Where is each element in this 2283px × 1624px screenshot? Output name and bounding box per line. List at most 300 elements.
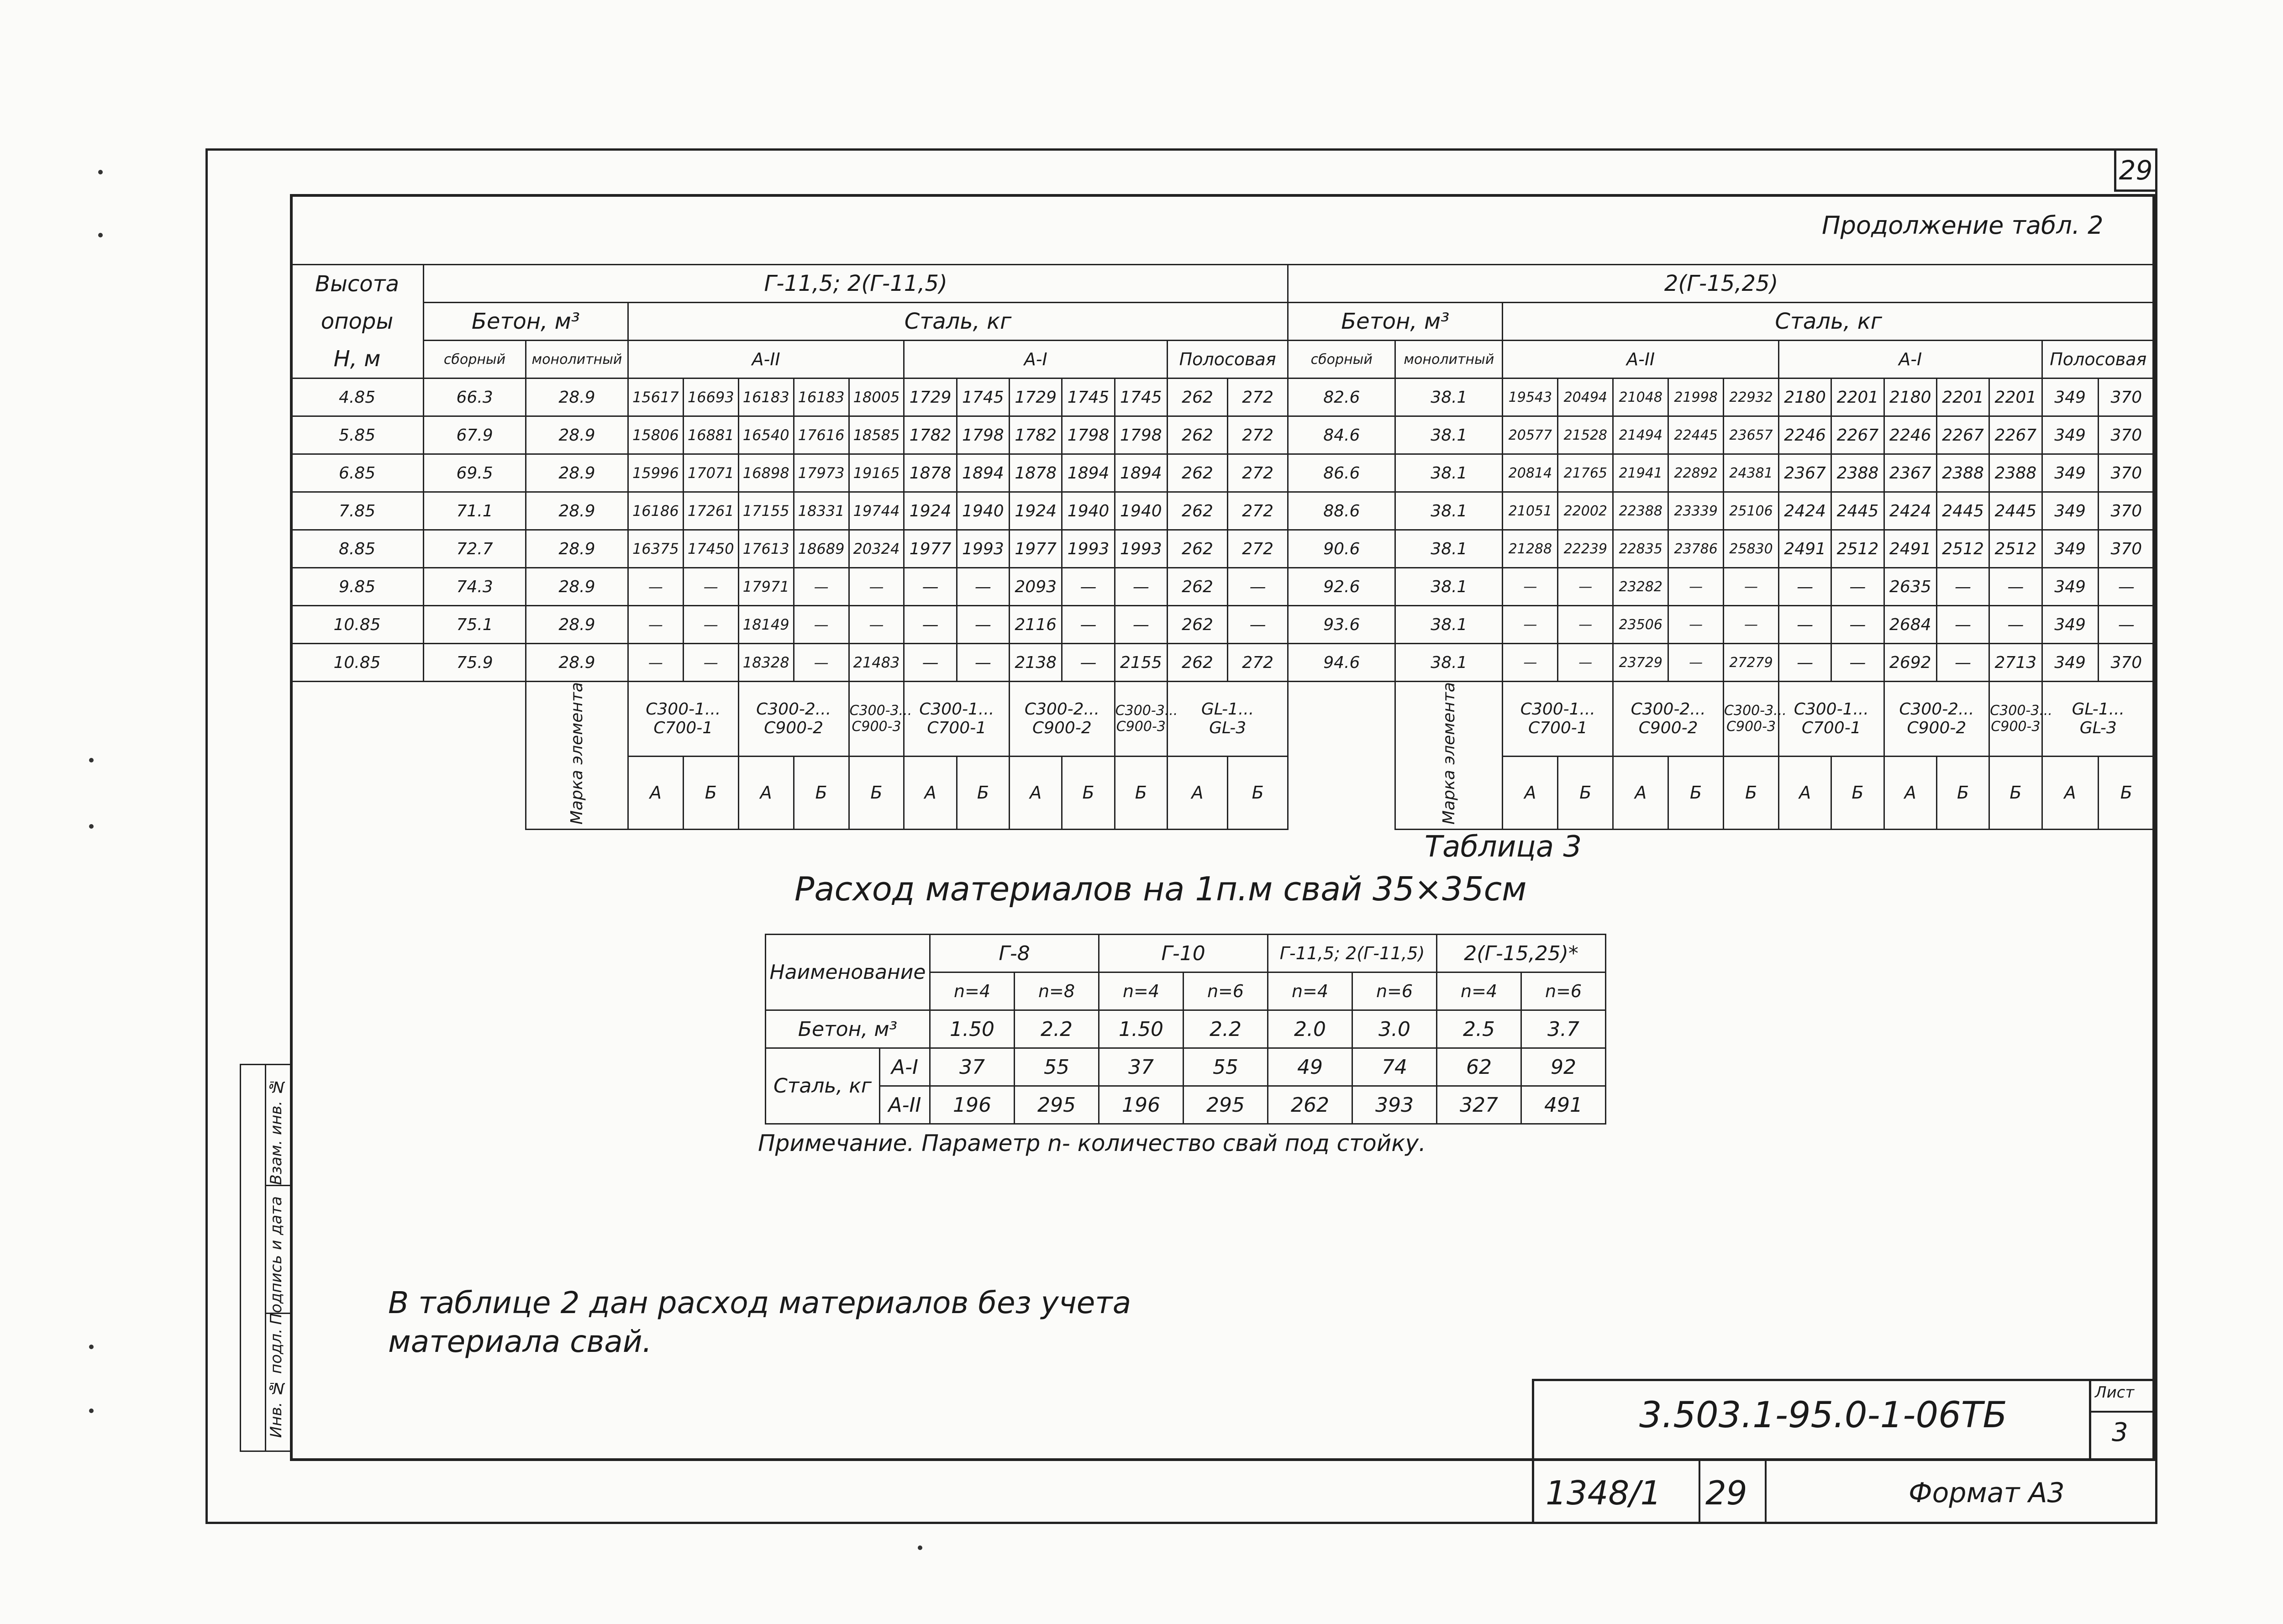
- table-row: [291, 492, 2155, 530]
- table-cell: —: [1558, 644, 1613, 682]
- table-cell: —: [1062, 568, 1115, 606]
- note: Примечание. Параметр n- количество свай под стойку.: [758, 1130, 1426, 1156]
- table-cell: 1894: [1115, 454, 1167, 492]
- table-cell: 16375: [628, 530, 683, 568]
- table-cell: 2388: [1989, 454, 2042, 492]
- table-cell: 15617: [628, 378, 683, 416]
- table-cell: 94.6: [1288, 644, 1395, 682]
- table-cell: 28.9: [526, 492, 628, 530]
- table-cell: —: [1558, 606, 1613, 644]
- table-cell: 370: [2098, 454, 2154, 492]
- table-cell: 21494: [1613, 416, 1668, 454]
- table-cell: 1894: [957, 454, 1009, 492]
- table-cell: 22835: [1613, 530, 1668, 568]
- a1-value: 49: [1268, 1048, 1352, 1086]
- table-cell: 2491: [1884, 530, 1936, 568]
- table-cell: 2093: [1010, 568, 1062, 606]
- table-cell: 28.9: [526, 454, 628, 492]
- ab-cell: Б: [1724, 756, 1779, 829]
- side-stamp-grid: [240, 1064, 290, 1452]
- ab-cell: Б: [2098, 756, 2154, 829]
- mark-cell: С300-3... С900-3: [1989, 682, 2042, 757]
- table-cell: 2201: [1936, 378, 1989, 416]
- ab-cell: Б: [1228, 756, 1288, 829]
- stamp-text-3: Взам. инв. №: [267, 1077, 285, 1185]
- table-cell: 2201: [1831, 378, 1884, 416]
- mark-cell: GL-1... GL-3: [2042, 682, 2154, 757]
- table-cell: 4.85: [291, 378, 424, 416]
- table-cell: 38.1: [1395, 492, 1503, 530]
- table-cell: 272: [1228, 644, 1288, 682]
- table-cell: 82.6: [1288, 378, 1395, 416]
- table-cell: 18328: [738, 644, 794, 682]
- sborny-header-1: сборный: [424, 341, 526, 378]
- mark-cell: С300-2... С900-2: [738, 682, 849, 757]
- table-cell: 2201: [1989, 378, 2042, 416]
- list-label: Лист: [2095, 1383, 2135, 1402]
- a1-value: 62: [1437, 1048, 1521, 1086]
- table-cell: 17450: [683, 530, 738, 568]
- table-cell: 67.9: [424, 416, 526, 454]
- beton-row-label: Бетон, м³: [766, 1010, 930, 1048]
- mark-cell: С300-1... С700-1: [904, 682, 1010, 757]
- table-cell: —: [1668, 606, 1724, 644]
- table-cell: 370: [2098, 378, 2154, 416]
- table-cell: 38.1: [1395, 568, 1503, 606]
- table-cell: 69.5: [424, 454, 526, 492]
- table-cell: 262: [1167, 530, 1227, 568]
- table-cell: 18005: [849, 378, 904, 416]
- beton-value: 1.50: [1099, 1010, 1184, 1048]
- a1-value: 37: [1099, 1048, 1184, 1086]
- table-cell: 23729: [1613, 644, 1668, 682]
- table-cell: 2246: [1778, 416, 1831, 454]
- table-cell: 22445: [1668, 416, 1724, 454]
- table-cell: —: [628, 606, 683, 644]
- table-cell: 2267: [1936, 416, 1989, 454]
- table-cell: 2116: [1010, 606, 1062, 644]
- beton-header-2: Бетон, м³: [1288, 303, 1503, 341]
- table-cell: 262: [1167, 492, 1227, 530]
- a1-value: 55: [1015, 1048, 1099, 1086]
- ab-cell: Б: [683, 756, 738, 829]
- table-cell: 2388: [1936, 454, 1989, 492]
- ab-cell: А: [1613, 756, 1668, 829]
- table-cell: 23657: [1724, 416, 1779, 454]
- table-cell: 28.9: [526, 530, 628, 568]
- speck: [98, 170, 103, 174]
- table-cell: 1894: [1062, 454, 1115, 492]
- table-cell: 2491: [1778, 530, 1831, 568]
- table-cell: 16183: [794, 378, 849, 416]
- table-cell: —: [1558, 568, 1613, 606]
- table-cell: 84.6: [1288, 416, 1395, 454]
- speck: [89, 758, 94, 762]
- a1-value: 92: [1521, 1048, 1606, 1086]
- table-cell: 2512: [1831, 530, 1884, 568]
- table-cell: 262: [1167, 568, 1227, 606]
- table-cell: —: [1831, 644, 1884, 682]
- table-3: [765, 934, 1606, 1125]
- table-cell: 75.9: [424, 644, 526, 682]
- beton-value: 2.2: [1015, 1010, 1099, 1048]
- table-cell: 19543: [1503, 378, 1558, 416]
- n-cell: n=4: [1268, 972, 1352, 1010]
- table-cell: 28.9: [526, 568, 628, 606]
- table-cell: 17973: [794, 454, 849, 492]
- table-cell: 2367: [1778, 454, 1831, 492]
- stal-header-2: Сталь, кг: [1503, 303, 2155, 341]
- monolit-header-2: монолитный: [1395, 341, 1503, 378]
- table-cell: 74.3: [424, 568, 526, 606]
- ab-cell: Б: [957, 756, 1009, 829]
- a2-header-2: А-II: [1503, 341, 1779, 378]
- a2-row-label: А-II: [880, 1086, 930, 1124]
- table-cell: 23786: [1668, 530, 1724, 568]
- stal-header-1: Сталь, кг: [628, 303, 1288, 341]
- stamp-text-2: Подпись и дата: [267, 1196, 285, 1325]
- polos-header-2: Полосовая: [2042, 341, 2154, 378]
- a2-header-1: А-II: [628, 341, 904, 378]
- table-cell: 1745: [1062, 378, 1115, 416]
- table-cell: 1977: [904, 530, 957, 568]
- mark-cell: С300-1... С700-1: [1503, 682, 1613, 757]
- table-cell: 10.85: [291, 606, 424, 644]
- table-cell: 28.9: [526, 644, 628, 682]
- n-cell: n=4: [930, 972, 1015, 1010]
- table-cell: 15996: [628, 454, 683, 492]
- table-cell: —: [957, 644, 1009, 682]
- table-cell: 370: [2098, 530, 2154, 568]
- height-header-2: опоры: [291, 303, 424, 341]
- table-cell: 1798: [1062, 416, 1115, 454]
- table-cell: 20494: [1558, 378, 1613, 416]
- mark-cell: GL-1... GL-3: [1167, 682, 1288, 757]
- table-cell: 28.9: [526, 606, 628, 644]
- beton-header-1: Бетон, м³: [424, 303, 628, 341]
- table-cell: 349: [2042, 606, 2098, 644]
- table-cell: 28.9: [526, 378, 628, 416]
- speck: [89, 1345, 94, 1349]
- inventory-number: 1348/1: [1546, 1474, 1662, 1512]
- marka-label-1: Марка элемента: [526, 682, 628, 830]
- mark-cell: С300-3... С900-3: [849, 682, 904, 757]
- footnote-line-1: В таблице 2 дан расход материалов без учета: [388, 1285, 1131, 1320]
- table-cell: 88.6: [1288, 492, 1395, 530]
- table-cell: 22239: [1558, 530, 1613, 568]
- mark-cell: С300-2... С900-2: [1884, 682, 1989, 757]
- a2-value: 327: [1437, 1086, 1521, 1124]
- table-cell: 23339: [1668, 492, 1724, 530]
- table-cell: 22388: [1613, 492, 1668, 530]
- table-cell: 2424: [1778, 492, 1831, 530]
- table-cell: —: [957, 606, 1009, 644]
- table-cell: 7.85: [291, 492, 424, 530]
- table-cell: 1940: [957, 492, 1009, 530]
- table-cell: 2138: [1010, 644, 1062, 682]
- a1-value: 37: [930, 1048, 1015, 1086]
- table-cell: 2155: [1115, 644, 1167, 682]
- mark-cell: С300-3... С900-3: [1724, 682, 1779, 757]
- n-cell: n=6: [1184, 972, 1268, 1010]
- table-cell: 1729: [1010, 378, 1062, 416]
- ab-cell: А: [1778, 756, 1831, 829]
- table-cell: 262: [1167, 606, 1227, 644]
- group-header-2: 2(Г-15,25): [1288, 265, 2155, 303]
- a2-value: 295: [1184, 1086, 1268, 1124]
- ab-cell: А: [1503, 756, 1558, 829]
- table-cell: —: [904, 644, 957, 682]
- table-cell: 6.85: [291, 454, 424, 492]
- table-cell: 71.1: [424, 492, 526, 530]
- mark-cell: С300-2... С900-2: [1613, 682, 1724, 757]
- beton-value: 2.0: [1268, 1010, 1352, 1048]
- table-cell: 16693: [683, 378, 738, 416]
- table-row: [291, 530, 2155, 568]
- table-row: [291, 454, 2155, 492]
- table-cell: 18331: [794, 492, 849, 530]
- group-g115: Г-11,5; 2(Г-11,5): [1268, 935, 1437, 972]
- table-cell: 21483: [849, 644, 904, 682]
- group-g1525: 2(Г-15,25)*: [1437, 935, 1606, 972]
- table-cell: 2424: [1884, 492, 1936, 530]
- a2-value: 262: [1268, 1086, 1352, 1124]
- height-header-1: Высота: [291, 265, 424, 303]
- table-cell: 2367: [1884, 454, 1936, 492]
- table-cell: 262: [1167, 454, 1227, 492]
- table-cell: 1798: [1115, 416, 1167, 454]
- table-cell: 17613: [738, 530, 794, 568]
- table-cell: 1993: [1115, 530, 1167, 568]
- table-cell: 22892: [1668, 454, 1724, 492]
- table-cell: 2180: [1884, 378, 1936, 416]
- stamp-text-1: Инв. № подл.: [267, 1329, 285, 1438]
- table-row: [291, 568, 2155, 606]
- page-copy: 29: [1705, 1474, 1747, 1512]
- table-cell: 93.6: [1288, 606, 1395, 644]
- table-cell: 16540: [738, 416, 794, 454]
- table-cell: 2692: [1884, 644, 1936, 682]
- mark-cell: С300-2... С900-2: [1010, 682, 1115, 757]
- table-cell: 2512: [1989, 530, 2042, 568]
- table-cell: 38.1: [1395, 378, 1503, 416]
- speck: [89, 824, 94, 829]
- table-cell: 1782: [1010, 416, 1062, 454]
- ab-cell: А: [904, 756, 957, 829]
- table-2: [290, 264, 2155, 830]
- table-cell: 17971: [738, 568, 794, 606]
- table-cell: 2512: [1936, 530, 1989, 568]
- table-cell: 1729: [904, 378, 957, 416]
- table-cell: —: [628, 568, 683, 606]
- table-cell: 272: [1228, 378, 1288, 416]
- ab-cell: А: [738, 756, 794, 829]
- ab-cell: Б: [1936, 756, 1989, 829]
- table-cell: 5.85: [291, 416, 424, 454]
- mark-cell: С300-1... С700-1: [628, 682, 738, 757]
- table-cell: —: [1668, 644, 1724, 682]
- table-cell: —: [1989, 606, 2042, 644]
- table-cell: 1924: [1010, 492, 1062, 530]
- ab-cell: Б: [1062, 756, 1115, 829]
- table-cell: 1940: [1115, 492, 1167, 530]
- table-cell: 17071: [683, 454, 738, 492]
- table-cell: 25106: [1724, 492, 1779, 530]
- table-3-title: Расход материалов на 1п.м свай 35×35см: [794, 870, 1527, 908]
- mark-cell: С300-1... С700-1: [1778, 682, 1884, 757]
- group-g8: Г-8: [930, 935, 1099, 972]
- table-cell: 86.6: [1288, 454, 1395, 492]
- table-cell: —: [1062, 606, 1115, 644]
- table-row: [291, 606, 2155, 644]
- table-cell: 262: [1167, 644, 1227, 682]
- table-cell: 38.1: [1395, 416, 1503, 454]
- table-cell: —: [1778, 606, 1831, 644]
- a2-value: 393: [1352, 1086, 1437, 1124]
- table-cell: 90.6: [1288, 530, 1395, 568]
- a2-value: 196: [1099, 1086, 1184, 1124]
- table-cell: —: [1228, 606, 1288, 644]
- table-cell: 16183: [738, 378, 794, 416]
- marka-label-2: Марка элемента: [1395, 682, 1503, 830]
- n-cell: n=4: [1437, 972, 1521, 1010]
- table-cell: —: [1724, 568, 1779, 606]
- a2-value: 196: [930, 1086, 1015, 1124]
- table-cell: 272: [1228, 454, 1288, 492]
- table-cell: 21765: [1558, 454, 1613, 492]
- table-cell: 262: [1167, 378, 1227, 416]
- table-cell: 1878: [904, 454, 957, 492]
- table-cell: 18585: [849, 416, 904, 454]
- group-g10: Г-10: [1099, 935, 1268, 972]
- speck: [98, 233, 103, 237]
- table-cell: 272: [1228, 416, 1288, 454]
- table-cell: 2267: [1989, 416, 2042, 454]
- ab-cell: Б: [849, 756, 904, 829]
- table-cell: 1993: [957, 530, 1009, 568]
- table-cell: —: [1936, 644, 1989, 682]
- table-cell: 8.85: [291, 530, 424, 568]
- ab-cell: А: [1010, 756, 1062, 829]
- table-cell: 349: [2042, 568, 2098, 606]
- table-cell: 262: [1167, 416, 1227, 454]
- table-cell: —: [2098, 606, 2154, 644]
- ab-cell: Б: [794, 756, 849, 829]
- table-cell: —: [904, 606, 957, 644]
- table-cell: 2635: [1884, 568, 1936, 606]
- a2-value: 295: [1015, 1086, 1099, 1124]
- sborny-header-2: сборный: [1288, 341, 1395, 378]
- table-cell: 75.1: [424, 606, 526, 644]
- ab-cell: А: [1167, 756, 1227, 829]
- table-cell: —: [1831, 606, 1884, 644]
- table-row: [291, 378, 2155, 416]
- list-number: 3: [2112, 1418, 2128, 1447]
- ab-cell: Б: [1668, 756, 1724, 829]
- table-cell: —: [1936, 568, 1989, 606]
- table-cell: 23282: [1613, 568, 1668, 606]
- table-cell: 2445: [1936, 492, 1989, 530]
- ab-cell: Б: [1115, 756, 1167, 829]
- table-cell: 20324: [849, 530, 904, 568]
- table-cell: —: [849, 568, 904, 606]
- table-cell: —: [1503, 606, 1558, 644]
- table-cell: 2445: [1989, 492, 2042, 530]
- table-cell: 370: [2098, 416, 2154, 454]
- ab-cell: Б: [1831, 756, 1884, 829]
- table-cell: —: [1115, 606, 1167, 644]
- table-cell: 1940: [1062, 492, 1115, 530]
- table-cell: —: [1936, 606, 1989, 644]
- table-cell: —: [2098, 568, 2154, 606]
- table-cell: 22002: [1558, 492, 1613, 530]
- footnote-line-2: материала свай.: [388, 1324, 652, 1359]
- table-cell: 1745: [957, 378, 1009, 416]
- beton-value: 2.2: [1184, 1010, 1268, 1048]
- stal-row-label: Сталь, кг: [766, 1048, 880, 1124]
- table-cell: 15806: [628, 416, 683, 454]
- a2-value: 491: [1521, 1086, 1606, 1124]
- table-cell: 17155: [738, 492, 794, 530]
- table-cell: —: [904, 568, 957, 606]
- table-cell: —: [1831, 568, 1884, 606]
- n-cell: n=6: [1521, 972, 1606, 1010]
- table-cell: 21288: [1503, 530, 1558, 568]
- table-cell: —: [1503, 568, 1558, 606]
- format-label: Формат А3: [1909, 1477, 2065, 1509]
- table-cell: 18689: [794, 530, 849, 568]
- table-cell: 38.1: [1395, 606, 1503, 644]
- table-cell: 349: [2042, 454, 2098, 492]
- table-cell: 2246: [1884, 416, 1936, 454]
- polos-header-1: Полосовая: [1167, 341, 1288, 378]
- table-cell: —: [794, 606, 849, 644]
- table-cell: 2267: [1831, 416, 1884, 454]
- table-row: [291, 416, 2155, 454]
- table-cell: —: [1668, 568, 1724, 606]
- a1-value: 74: [1352, 1048, 1437, 1086]
- table-cell: —: [1115, 568, 1167, 606]
- table-cell: 20814: [1503, 454, 1558, 492]
- table-cell: 24381: [1724, 454, 1779, 492]
- table-3-label: Таблица 3: [1425, 830, 1582, 864]
- table-cell: 1924: [904, 492, 957, 530]
- table-cell: —: [794, 644, 849, 682]
- table-cell: 349: [2042, 644, 2098, 682]
- table-cell: —: [683, 568, 738, 606]
- ab-cell: А: [1884, 756, 1936, 829]
- table-cell: 1798: [957, 416, 1009, 454]
- table-cell: 1993: [1062, 530, 1115, 568]
- table-cell: 370: [2098, 492, 2154, 530]
- table-cell: 19165: [849, 454, 904, 492]
- table-cell: 10.85: [291, 644, 424, 682]
- table-cell: 25830: [1724, 530, 1779, 568]
- table-cell: 21051: [1503, 492, 1558, 530]
- table-cell: 23506: [1613, 606, 1668, 644]
- table-cell: 370: [2098, 644, 2154, 682]
- beton-value: 2.5: [1437, 1010, 1521, 1048]
- table-cell: 16898: [738, 454, 794, 492]
- table-cell: 16881: [683, 416, 738, 454]
- table-cell: —: [1503, 644, 1558, 682]
- table-cell: 1977: [1010, 530, 1062, 568]
- monolit-header-1: монолитный: [526, 341, 628, 378]
- group-header-1: Г-11,5; 2(Г-11,5): [424, 265, 1288, 303]
- ab-cell: А: [2042, 756, 2098, 829]
- ab-cell: Б: [1558, 756, 1613, 829]
- table-cell: —: [628, 644, 683, 682]
